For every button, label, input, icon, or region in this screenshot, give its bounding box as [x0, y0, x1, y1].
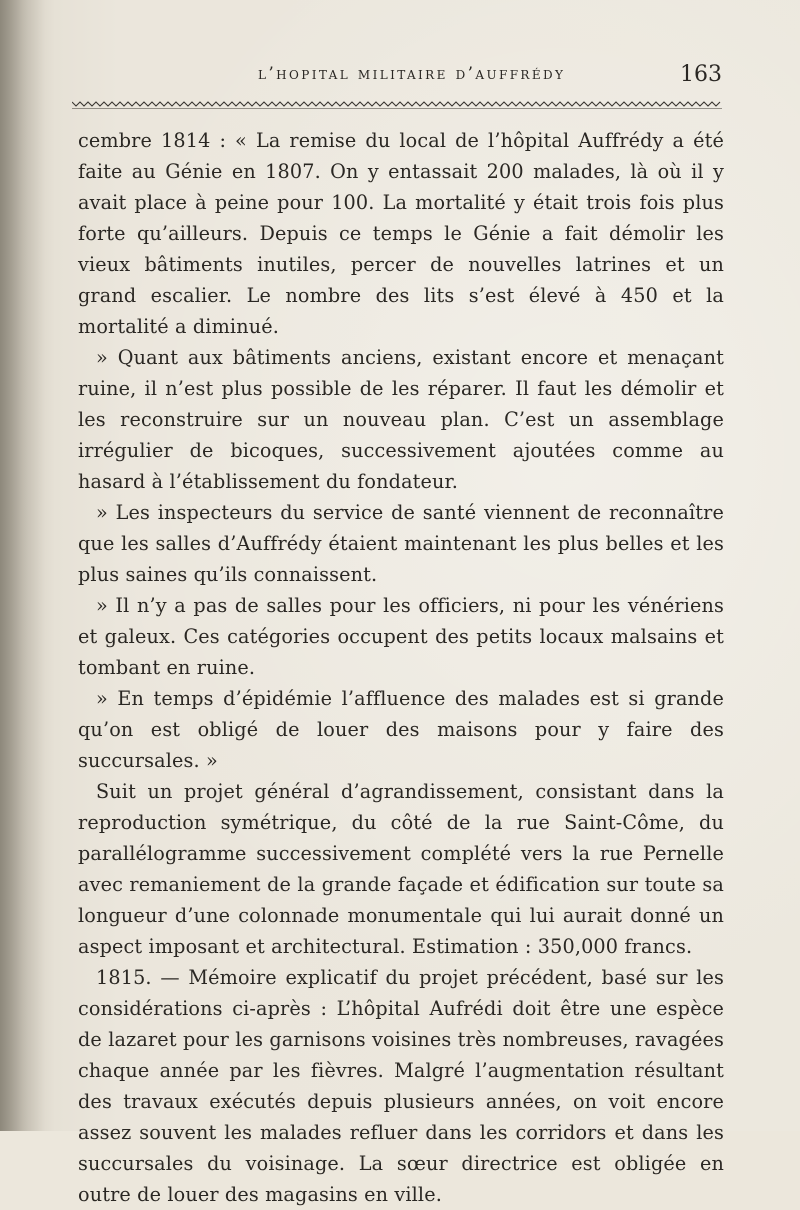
- paragraph-continuation: cembre 1814 : « La remise du local de l’hôpital Auffrédy a été faite au Génie en 1807. On y entassait 200 malades, là où il y avait place à peine pour 100. La mortalité y était trois fois plus forte qu’ailleurs. Depuis ce temps le Génie a fait démolir les vieux bâtiments inutiles, percer de nouvelles latrines et un grand escalier. Le nombre des lits s’est élevé à 450 et la mortalité a diminué.: [78, 129, 724, 338]
- paragraph: Suit un projet général d’agrandissement, consistant dans la reproduction symétrique, du côté de la rue Saint-Côme, du parallélogramme successivement complété vers la rue Pernelle avec remaniement de la grande façade et édification sur toute sa longueur d’une colonnade monumentale qui lui aurait donné un aspect imposant et architectural. Estimation : 350,000 francs.: [78, 780, 724, 958]
- zigzag-rule-icon: [72, 101, 722, 109]
- page-edge-shadow: [0, 0, 45, 1131]
- header-decorative-rule: [72, 101, 722, 109]
- page-number: 163: [680, 62, 722, 87]
- paragraph: » Il n’y a pas de salles pour les officiers, ni pour les vénériens et galeux. Ces catégories occupent des petits locaux malsains et tombant en ruine.: [78, 594, 724, 679]
- running-title: l’hopital militaire d’auffrédy: [258, 64, 566, 84]
- paragraph: 1815. — Mémoire explicatif du projet précédent, basé sur les considérations ci-après : L’hôpital Aufrédi doit être une espèce de lazaret pour les garnisons voisines très nombreuses, ravagées chaque année par les fièvres. Malgré l’augmentation résultant des travaux exécutés depuis plusieurs années, on voit encore assez souvent les malades refluer dans les corridors et dans les succursales du voisinage. La sœur directrice est obligée en outre de louer des magasins en ville.: [78, 966, 724, 1206]
- paragraph: » Les inspecteurs du service de santé viennent de reconnaître que les salles d’Auffrédy étaient maintenant les plus belles et les plus saines qu’ils connaissent.: [78, 501, 724, 586]
- body-text: [78, 125, 724, 1210]
- paragraph: » En temps d’épidémie l’affluence des malades est si grande qu’on est obligé de louer des maisons pour y faire des succursales. »: [78, 687, 724, 772]
- running-header: [60, 64, 722, 98]
- paragraph: » Quant aux bâtiments anciens, existant encore et menaçant ruine, il n’est plus possible de les réparer. Il faut les démolir et les reconstruire sur un nouveau plan. C’est un assemblage irrégulier de bicoques, successivement ajoutées comme au hasard à l’établissement du fondateur.: [78, 346, 724, 493]
